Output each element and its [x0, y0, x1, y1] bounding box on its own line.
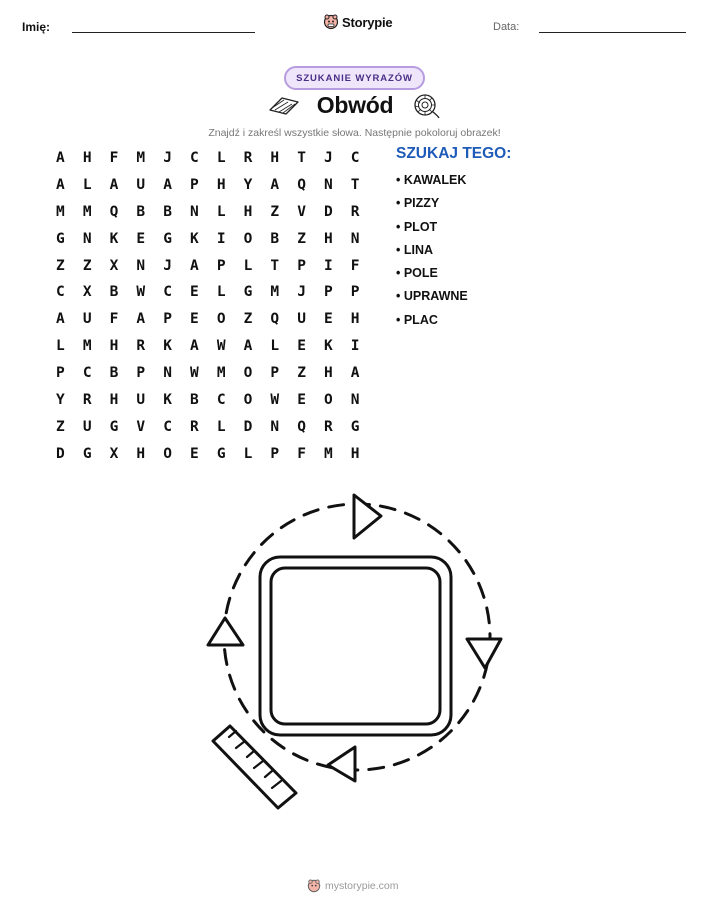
grid-cell[interactable]: G — [163, 230, 172, 247]
grid-cell[interactable]: T — [350, 176, 360, 193]
rope-coil-icon — [411, 93, 441, 119]
grid-row — [47, 360, 369, 387]
grid-cell[interactable]: H — [270, 150, 280, 166]
grid-cell[interactable]: E — [324, 311, 333, 328]
grid-cell[interactable]: W — [216, 338, 226, 355]
grid-cell[interactable]: B — [109, 284, 119, 301]
grid-cell[interactable]: K — [163, 338, 172, 355]
grid-cell[interactable]: E — [297, 392, 306, 409]
grid-row — [47, 172, 369, 199]
grid-row — [47, 333, 369, 360]
grid-cell[interactable]: W — [190, 365, 199, 382]
grid-cell[interactable]: N — [350, 230, 360, 247]
grid-cell[interactable]: G — [216, 445, 226, 462]
grid-cell[interactable]: J — [324, 150, 333, 166]
grid-cell[interactable]: M — [82, 338, 92, 355]
grid-cell[interactable]: A — [350, 365, 360, 382]
grid-cell[interactable]: I — [216, 230, 226, 247]
grid-cell[interactable]: F — [109, 150, 119, 166]
grid-cell[interactable]: H — [324, 365, 333, 382]
grid-cell[interactable]: M — [324, 445, 333, 462]
grid-cell[interactable]: A — [163, 176, 172, 193]
grid-cell[interactable]: N — [136, 257, 146, 274]
grid-cell[interactable]: A — [56, 311, 65, 328]
grid-cell[interactable]: E — [190, 311, 199, 328]
grid-cell[interactable]: L — [216, 150, 226, 166]
arrow-left-icon — [328, 747, 355, 781]
grid-cell[interactable]: P — [270, 365, 280, 382]
grid-row — [47, 279, 369, 306]
perimeter-illustration — [190, 485, 520, 825]
page-title: Obwód — [316, 92, 394, 118]
grid-cell[interactable]: K — [190, 230, 199, 247]
grid-row — [47, 226, 369, 253]
grid-cell[interactable]: J — [297, 284, 306, 301]
word-list-title: SZUKAJ TEGO: — [396, 145, 512, 162]
grid-cell[interactable]: L — [56, 338, 65, 355]
brand-logo — [323, 14, 392, 30]
storypie-logo-icon — [323, 14, 339, 30]
grid-row — [47, 199, 369, 226]
grid-cell[interactable]: Z — [243, 311, 253, 328]
grid-cell[interactable]: M — [270, 284, 280, 301]
grid-cell[interactable]: M — [216, 365, 226, 382]
grid-cell[interactable]: K — [109, 230, 119, 247]
grid-cell[interactable]: H — [243, 203, 253, 220]
grid-cell[interactable]: F — [109, 311, 119, 328]
grid-cell[interactable]: K — [324, 338, 333, 355]
grid-row — [47, 145, 369, 172]
grid-cell[interactable]: P — [270, 445, 280, 462]
word-list-item: • POLE — [396, 266, 438, 281]
grid-cell[interactable]: C — [82, 365, 92, 382]
grid-cell[interactable]: L — [243, 445, 253, 462]
grid-cell[interactable]: M — [56, 203, 65, 220]
grid-cell[interactable]: O — [243, 230, 253, 247]
grid-row — [47, 441, 369, 468]
grid-cell[interactable]: A — [136, 311, 146, 328]
grid-cell[interactable]: M — [82, 203, 92, 220]
grid-cell[interactable]: R — [350, 203, 360, 220]
grid-cell[interactable]: G — [350, 418, 360, 435]
grid-cell[interactable]: B — [163, 203, 172, 220]
grid-cell[interactable]: A — [190, 257, 199, 274]
grid-cell[interactable]: C — [163, 284, 172, 301]
date-label: Data: — [493, 21, 520, 33]
grid-cell[interactable]: H — [136, 445, 146, 462]
grid-cell[interactable]: A — [270, 176, 280, 193]
grid-cell[interactable]: A — [56, 176, 65, 193]
grid-cell[interactable]: O — [243, 365, 253, 382]
grid-cell[interactable]: U — [82, 418, 92, 435]
grid-cell[interactable]: B — [270, 230, 280, 247]
grid-cell[interactable]: H — [109, 392, 119, 409]
grid-cell[interactable]: W — [136, 284, 146, 301]
grid-cell[interactable]: P — [163, 311, 172, 328]
grid-cell[interactable]: I — [324, 257, 333, 274]
grid-cell[interactable]: N — [82, 230, 92, 247]
word-list-item: • PLAC — [396, 312, 438, 327]
grid-cell[interactable]: R — [243, 150, 253, 166]
grid-cell[interactable]: O — [216, 311, 226, 328]
word-search-grid — [47, 145, 369, 468]
grid-row — [47, 253, 369, 280]
grid-row — [47, 414, 369, 441]
inner-rounded-square — [271, 568, 440, 724]
grid-cell[interactable]: H — [216, 176, 226, 193]
grid-cell[interactable]: P — [190, 176, 199, 193]
grid-cell[interactable]: Z — [297, 365, 306, 382]
arrow-right-icon — [354, 495, 381, 538]
grid-cell[interactable]: J — [163, 257, 172, 274]
grid-cell[interactable]: H — [350, 445, 360, 462]
grid-cell[interactable]: C — [216, 392, 226, 409]
grid-cell[interactable]: P — [350, 284, 360, 301]
arrow-down-icon — [467, 639, 501, 668]
grid-cell[interactable]: D — [243, 418, 253, 435]
grid-cell[interactable]: J — [163, 150, 172, 166]
grid-cell[interactable]: B — [190, 392, 199, 409]
grid-cell[interactable]: F — [350, 257, 360, 274]
grid-cell[interactable]: A — [109, 176, 119, 193]
grid-cell[interactable]: C — [350, 150, 360, 166]
grid-cell[interactable]: E — [297, 338, 306, 355]
grid-cell[interactable]: Q — [297, 176, 306, 193]
grid-cell[interactable]: Q — [270, 311, 280, 328]
grid-cell[interactable]: X — [109, 257, 119, 274]
grid-cell[interactable]: Y — [56, 392, 65, 409]
grid-cell[interactable]: I — [350, 338, 360, 355]
grid-cell[interactable]: R — [190, 418, 199, 435]
name-line[interactable] — [72, 32, 255, 33]
footer — [307, 879, 399, 893]
grid-cell[interactable]: O — [163, 445, 172, 462]
grid-cell[interactable]: L — [82, 176, 92, 193]
grid-cell[interactable]: U — [136, 392, 146, 409]
grid-cell[interactable]: N — [324, 176, 333, 193]
grid-cell[interactable]: A — [243, 338, 253, 355]
grid-cell[interactable]: M — [136, 150, 146, 166]
grid-cell[interactable]: C — [56, 284, 65, 301]
grid-cell[interactable]: V — [297, 203, 306, 220]
grid-cell[interactable]: L — [243, 257, 253, 274]
grid-cell[interactable]: A — [56, 150, 65, 166]
brand-name: Storypie — [342, 14, 393, 30]
grid-cell[interactable]: H — [350, 311, 360, 328]
grid-cell[interactable]: W — [270, 392, 280, 409]
grid-cell[interactable]: Z — [56, 418, 65, 435]
grid-cell[interactable]: T — [297, 150, 306, 166]
grid-cell[interactable]: H — [109, 338, 119, 355]
word-list-item: • PLOT — [396, 219, 438, 234]
grid-cell[interactable]: X — [109, 445, 119, 462]
word-list-item: • PIZZY — [396, 196, 440, 211]
grid-cell[interactable]: U — [82, 311, 92, 328]
grid-cell[interactable]: Z — [82, 257, 92, 274]
grid-cell[interactable]: C — [190, 150, 199, 166]
grid-cell[interactable]: Q — [297, 418, 306, 435]
grid-cell[interactable]: G — [243, 284, 253, 301]
instructions: Znajdź i zakreśl wszystkie słowa. Następnie pokoloruj obrazek! — [208, 127, 501, 139]
pizza-slice-icon — [268, 96, 300, 116]
grid-cell[interactable]: F — [297, 445, 306, 462]
grid-cell[interactable]: O — [324, 392, 333, 409]
name-label: Imię: — [22, 20, 51, 34]
grid-cell[interactable]: D — [56, 445, 65, 462]
grid-cell[interactable]: R — [136, 338, 146, 355]
grid-row — [47, 306, 369, 333]
grid-cell[interactable]: L — [216, 203, 226, 220]
footer-site[interactable]: mystorypie.com — [325, 880, 399, 892]
grid-cell[interactable]: V — [136, 418, 146, 435]
grid-cell[interactable]: X — [82, 284, 92, 301]
grid-cell[interactable]: U — [136, 176, 146, 193]
grid-cell[interactable]: P — [216, 257, 226, 274]
grid-cell[interactable]: R — [324, 418, 333, 435]
grid-cell[interactable]: B — [109, 365, 119, 382]
grid-cell[interactable]: P — [56, 365, 65, 382]
grid-cell[interactable]: R — [82, 392, 92, 409]
worksheet-type-badge: SZUKANIE WYRAZÓW — [284, 66, 425, 90]
grid-cell[interactable]: Z — [56, 257, 65, 274]
word-list-item: • LINA — [396, 242, 434, 257]
grid-cell[interactable]: G — [82, 445, 92, 462]
grid-cell[interactable]: H — [324, 230, 333, 247]
grid-cell[interactable]: K — [163, 392, 172, 409]
grid-cell[interactable]: E — [190, 445, 199, 462]
grid-cell[interactable]: P — [297, 257, 306, 274]
grid-cell[interactable]: H — [82, 150, 92, 166]
grid-cell[interactable]: D — [324, 203, 333, 220]
word-list — [396, 171, 468, 334]
grid-cell[interactable]: C — [163, 418, 172, 435]
grid-cell[interactable]: G — [56, 230, 65, 247]
grid-cell[interactable]: E — [136, 230, 146, 247]
grid-cell[interactable]: U — [297, 311, 306, 328]
word-list-item: • UPRAWNE — [396, 289, 468, 304]
grid-cell[interactable]: N — [270, 418, 280, 435]
grid-cell[interactable]: O — [243, 392, 253, 409]
grid-cell[interactable]: A — [190, 338, 199, 355]
grid-cell[interactable]: N — [190, 203, 199, 220]
grid-cell[interactable]: P — [324, 284, 333, 301]
ruler-icon — [213, 726, 296, 808]
grid-row — [47, 387, 369, 414]
word-list-item: • KAWALEK — [396, 173, 467, 187]
grid-cell[interactable]: L — [216, 284, 226, 301]
date-line[interactable] — [539, 32, 686, 33]
grid-cell[interactable]: N — [350, 392, 360, 409]
grid-cell[interactable]: Q — [109, 203, 119, 220]
grid-cell[interactable]: L — [216, 418, 226, 435]
grid-cell[interactable]: Z — [297, 230, 306, 247]
grid-cell[interactable]: P — [136, 365, 146, 382]
grid-cell[interactable]: B — [136, 203, 146, 220]
grid-cell[interactable]: L — [270, 338, 280, 355]
grid-cell[interactable]: E — [190, 284, 199, 301]
grid-cell[interactable]: G — [109, 418, 119, 435]
arrow-up-icon — [208, 618, 243, 645]
grid-cell[interactable]: N — [163, 365, 172, 382]
storypie-logo-icon — [307, 879, 321, 893]
grid-cell[interactable]: T — [270, 257, 280, 274]
grid-cell[interactable]: Y — [243, 176, 253, 193]
grid-cell[interactable]: Z — [270, 203, 280, 220]
